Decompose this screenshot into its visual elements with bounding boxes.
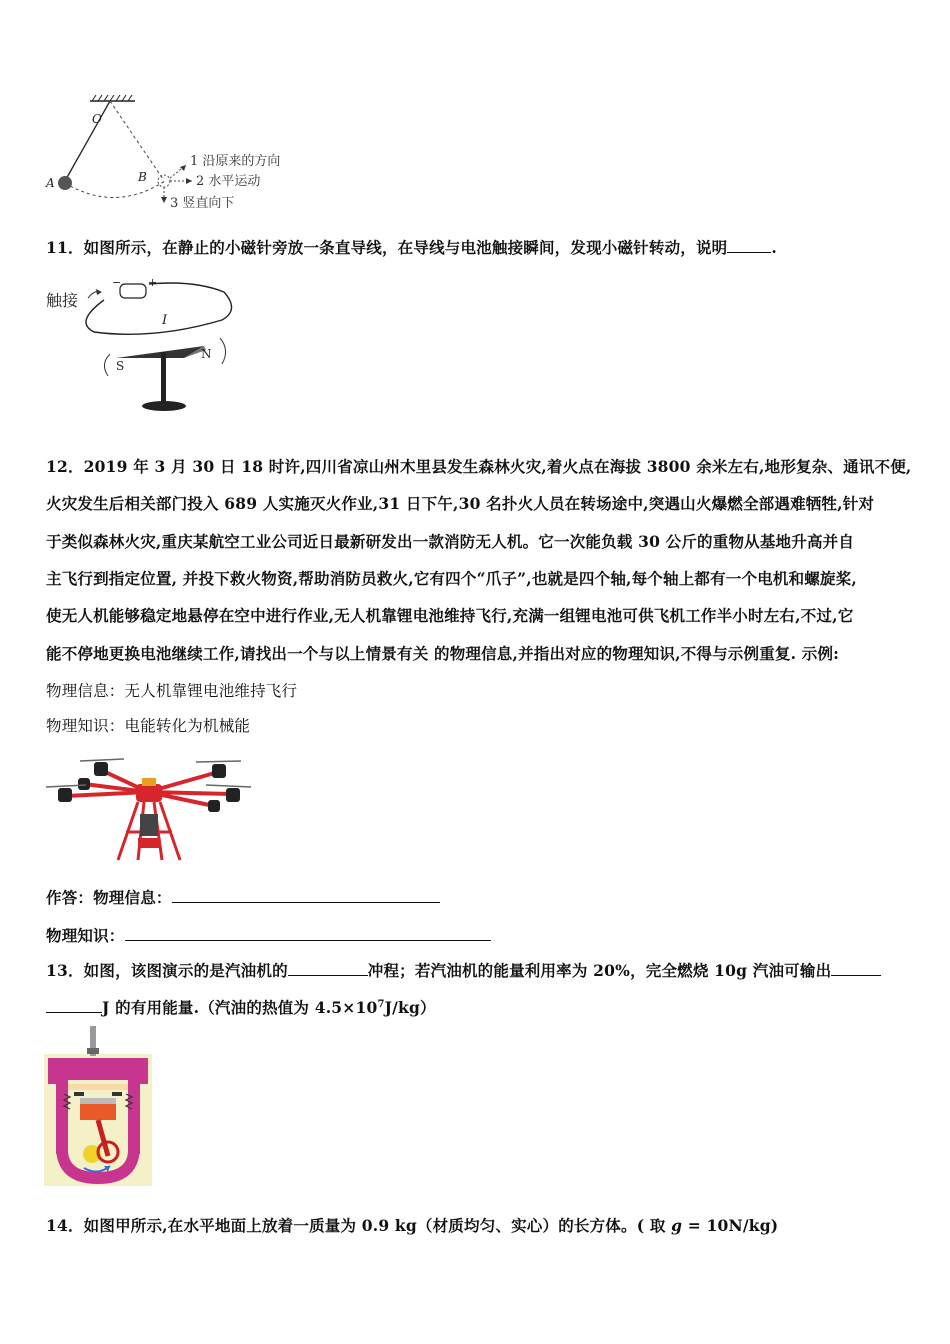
- q13-energy-blank-a[interactable]: [831, 961, 881, 976]
- question-14: 14．如图甲所示,在水平地面上放着一质量为 0.9 kg（材质均匀、实心）的长方体。( 取 g = 10N/kg): [46, 1216, 779, 1235]
- answer-knowledge-row: [46, 924, 491, 946]
- current-label: I: [162, 313, 168, 328]
- q11-text: 11．如图所示，在静止的小磁针旁放一条直导线，在导线与电池触接瞬间，发现小磁针转动，说明: [46, 238, 728, 257]
- south-label: S: [116, 359, 125, 373]
- battery-plus: +: [148, 276, 158, 289]
- q13-energy-blank-b[interactable]: [46, 998, 102, 1013]
- question-11: 11．如图所示，在静止的小磁针旁放一条直导线，在导线与电池触接瞬间，发现小磁针转动，说明 .: [46, 238, 777, 257]
- label-a: A: [46, 176, 55, 190]
- example-info: 物理信息：无人机靠锂电池维持飞行: [46, 682, 298, 700]
- q12-line-5: 使无人机能够稳定地悬停在空中进行作业,无人机靠锂电池维持飞行,充满一组锂电池可供飞机工作半小时左右,不过,它: [46, 606, 854, 625]
- label-b: B: [138, 170, 147, 184]
- q13-stroke-blank[interactable]: [288, 961, 368, 976]
- battery-minus: −: [112, 276, 122, 289]
- label-o: O: [92, 112, 102, 126]
- gasoline-engine-figure: [44, 1026, 152, 1186]
- q12-line-2: 火灾发生后相关部门投入 689 人实施灭火作业,31 日下午,30 名扑火人员在转场途中,突遇山火爆燃全部遇难牺牲,针对: [46, 494, 875, 513]
- option-3: 3 竖直向下: [170, 196, 235, 211]
- pendulum-figure: [40, 95, 310, 220]
- fire-drone-image: [46, 752, 251, 867]
- q11-blank: [727, 238, 771, 253]
- answer-knowledge-blank[interactable]: [125, 926, 491, 941]
- option-2: 2 水平运动: [196, 174, 261, 189]
- north-label: N: [201, 347, 212, 361]
- option-1: 1 沿原来的方向: [190, 154, 281, 169]
- magnetic-needle-figure: [44, 272, 264, 417]
- q12-line-6: 能不停地更换电池继续工作,请找出一个与以上情景有关 的物理信息,并指出对应的物理知识,不得与示例重复. 示例:: [46, 644, 840, 663]
- question-13-line-1: 13．如图，该图演示的是汽油机的 冲程；若汽油机的能量利用率为 20%，完全燃烧 10g 汽油可输出: [46, 959, 881, 981]
- question-13-line-2: J 的有用能量.（汽油的热值为 $4.5\times 10^7J/kg$）: [46, 996, 436, 1018]
- q12-line-3: 于类似森林火灾,重庆某航空工业公司近日最新研发出一款消防无人机。它一次能负载 30 公斤的重物从基地升高并自: [46, 532, 855, 551]
- answer-info-row: [46, 886, 440, 908]
- q12-line-4: 主飞行到指定位置, 并投下救火物资,帮助消防员救火,它有四个“爪子”,也就是四个轴,每个轴上都有一个电机和螺旋桨,: [46, 569, 858, 588]
- answer-info-blank[interactable]: [172, 888, 440, 903]
- answer-knowledge-label: 物理知识：: [46, 926, 125, 945]
- answer-info-label: 作答：物理信息：: [46, 888, 172, 907]
- touch-label: 触接: [46, 291, 79, 310]
- example-knowledge: 物理知识：电能转化为机械能: [46, 717, 251, 735]
- q12-line-1: 12．2019 年 3 月 30 日 18 时许,四川省凉山州木里县发生森林火灾,着火点在海拔 3800 余米左右,地形复杂、通讯不便,: [46, 457, 912, 476]
